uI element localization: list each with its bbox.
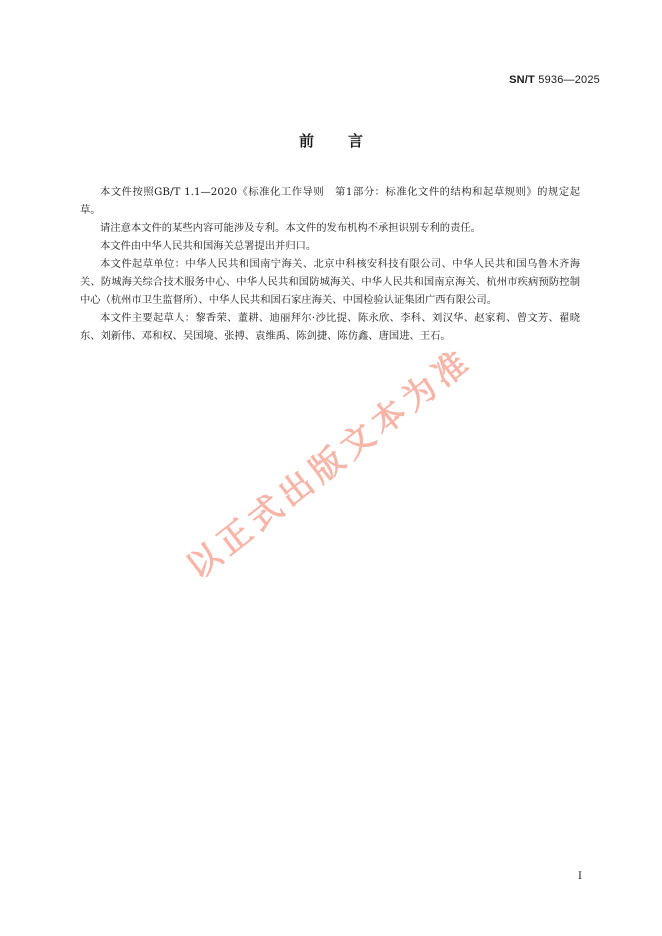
foreword-body [80,183,580,345]
page-number: I [578,871,582,882]
watermark: 以正式出版文本为准 [178,339,480,587]
paragraph-patent-notice: 请注意本文件的某些内容可能涉及专利。本文件的发布机构不承担识别专利的责任。 [100,222,481,234]
paragraph-proposer: 本文件由中华人民共和国海关总署提出并归口。 [100,240,317,252]
page-title: 前言 [298,132,397,150]
standard-code [509,74,600,86]
paragraph-drafters: 本文件主要起草人：黎香荣、董耕、迪丽拜尔·沙比提、陈永欣、李科、刘汉华、赵家莉、曾文芳、翟晓东、刘新伟、邓和权、吴国境、张搏、袁维禹、陈剑捷、陈仿鑫、唐国进、王石。 [80,312,580,342]
standard-number: 5936—2025 [538,74,600,86]
standard-prefix: SN/T [509,74,535,86]
paragraph-drafting-rules: 本文件按照GB/T 1.1—2020《标准化工作导则 第1部分：标准化文件的结构和起草规则》的规定起草。 [80,186,580,216]
paragraph-drafting-units: 本文件起草单位：中华人民共和国南宁海关、北京中科核安科技有限公司、中华人民共和国乌鲁木齐海关、防城海关综合技术服务中心、中华人民共和国防城海关、中华人民共和国南京海关、杭州市疾病预防控制中心（杭州市卫生监督所）、中华人民共和国石家庄海关、中国检验认证集团广西有限公司。 [80,258,580,306]
